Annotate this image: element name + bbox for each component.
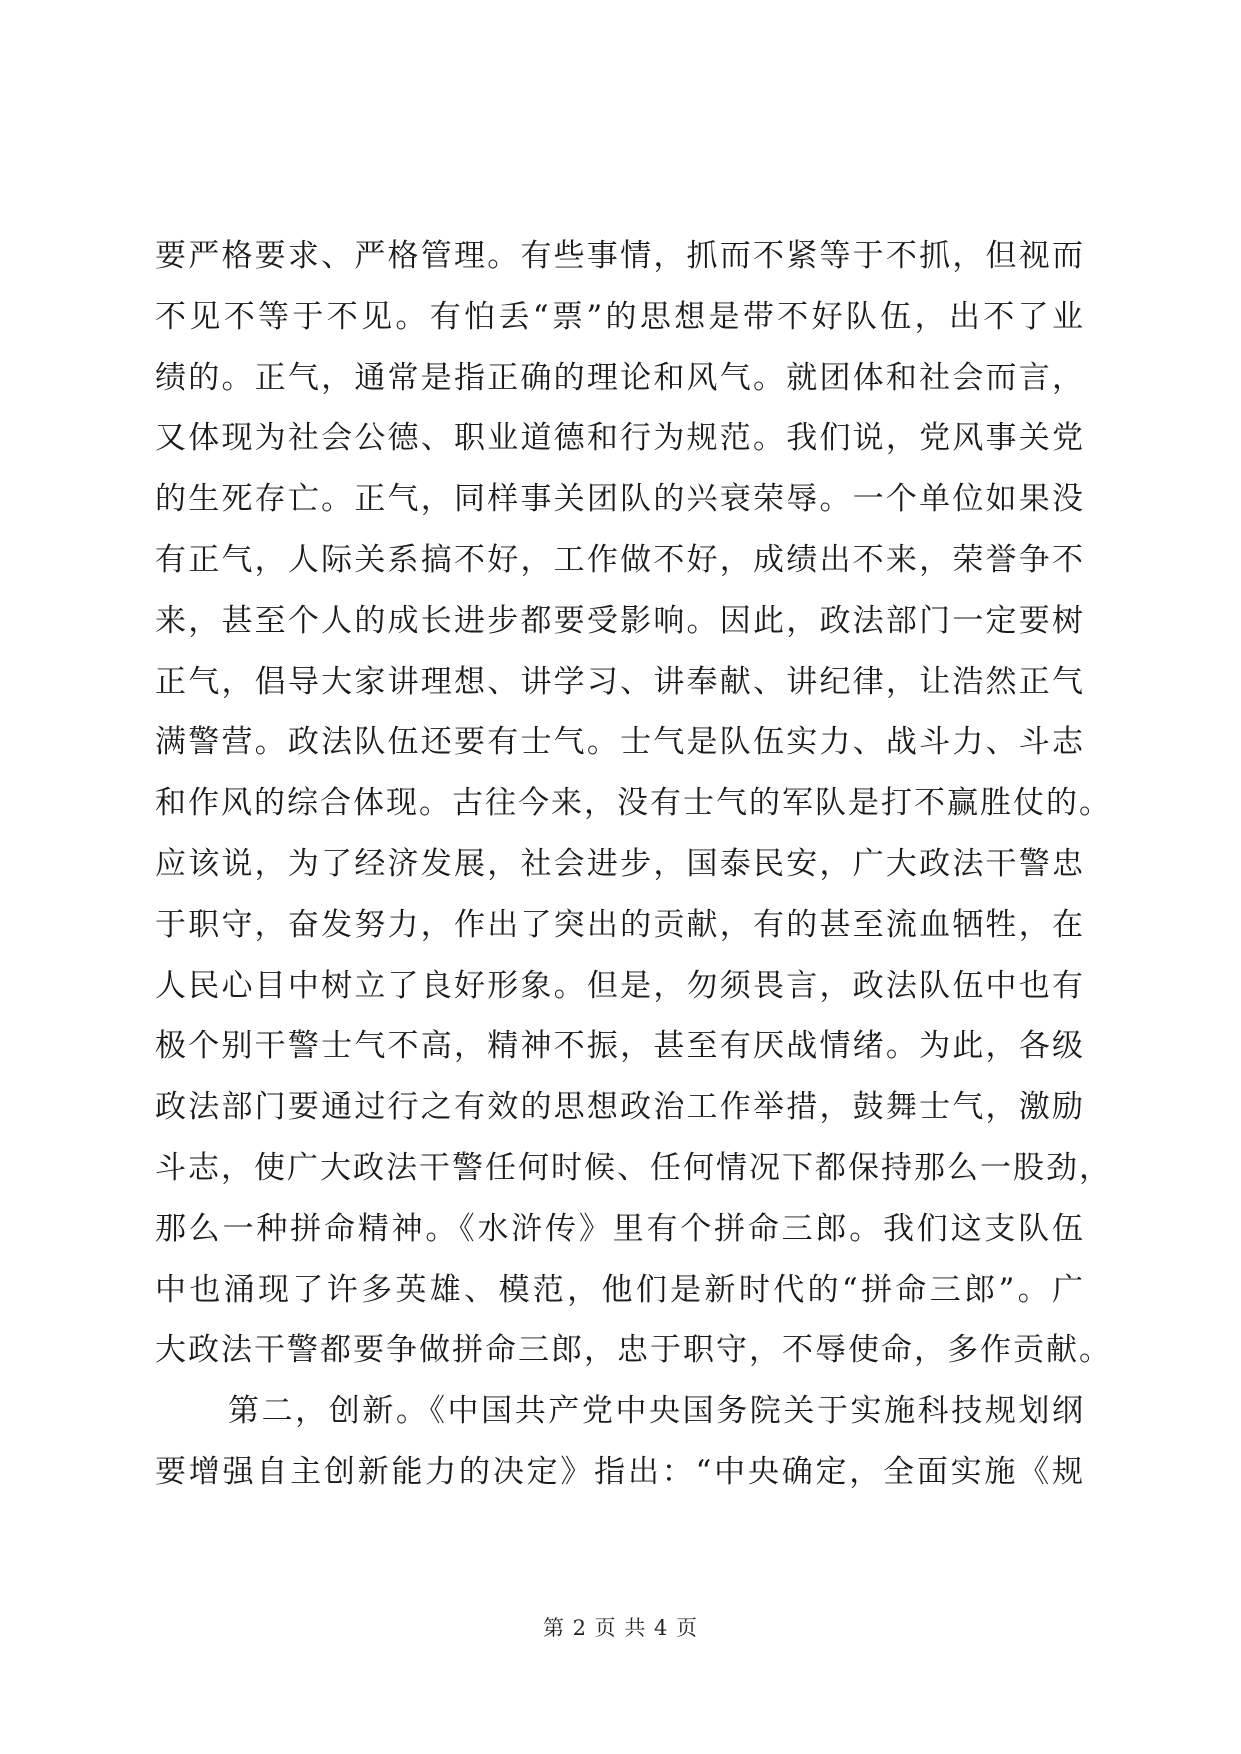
text-line: 于职守，奋发努力，作出了突出的贡献，有的甚至流血牺牲，在 bbox=[155, 906, 1085, 943]
text-line: 来，甚至个人的成长进步都要受影响。因此，政法部门一定要树 bbox=[155, 602, 1085, 639]
text-line: 要增强自主创新能力的决定》指出：“中央确定，全面实施《规 bbox=[155, 1453, 1085, 1490]
document-body bbox=[155, 226, 1112, 1503]
text-line: 大政法干警都要争做拼命三郎，忠于职守，不辱使命，多作贡献。 bbox=[155, 1332, 1112, 1369]
text-line: 人民心目中树立了良好形象。但是，勿须畏言，政法队伍中也有 bbox=[155, 967, 1085, 1004]
text-line: 绩的。正气，通常是指正确的理论和风气。就团体和社会而言， bbox=[155, 359, 1085, 396]
text-line: 应该说，为了经济发展，社会进步，国泰民安，广大政法干警忠 bbox=[155, 845, 1085, 882]
text-line: 要严格要求、严格管理。有些事情，抓而不紧等于不抓，但视而 bbox=[155, 238, 1085, 274]
text-line: 政法部门要通过行之有效的思想政治工作举措，鼓舞士气，激励 bbox=[155, 1089, 1085, 1126]
text-line: 满警营。政法队伍还要有士气。士气是队伍实力、战斗力、斗志 bbox=[155, 724, 1085, 761]
paragraph-start-line: 第二，创新。《中国共产党中央国务院关于实施科技规划纲 bbox=[228, 1393, 1085, 1430]
text-line: 有正气，人际关系搞不好，工作做不好，成绩出不来，荣誉争不 bbox=[155, 541, 1085, 578]
text-line: 极个别干警士气不高，精神不振，甚至有厌战情绪。为此，各级 bbox=[155, 1028, 1085, 1065]
text-line: 斗志，使广大政法干警任何时候、任何情况下都保持那么一股劲， bbox=[155, 1149, 1112, 1186]
text-line: 那么一种拼命精神。《水浒传》里有个拼命三郎。我们这支队伍 bbox=[155, 1210, 1085, 1247]
text-line: 的生死存亡。正气，同样事关团队的兴衰荣辱。一个单位如果没 bbox=[155, 481, 1085, 518]
text-line: 和作风的综合体现。古往今来，没有士气的军队是打不赢胜仗的。 bbox=[155, 785, 1112, 822]
page-footer: 第 2 页 共 4 页 bbox=[542, 1616, 699, 1640]
text-line: 正气，倡导大家讲理想、讲学习、讲奉献、讲纪律，让浩然正气 bbox=[155, 663, 1085, 700]
text-line: 又体现为社会公德、职业道德和行为规范。我们说，党风事关党 bbox=[155, 420, 1085, 457]
text-line: 不见不等于不见。有怕丢“票”的思想是带不好队伍，出不了业 bbox=[155, 298, 1085, 335]
text-line: 中也涌现了许多英雄、模范，他们是新时代的“拼命三郎”。广 bbox=[155, 1271, 1085, 1308]
